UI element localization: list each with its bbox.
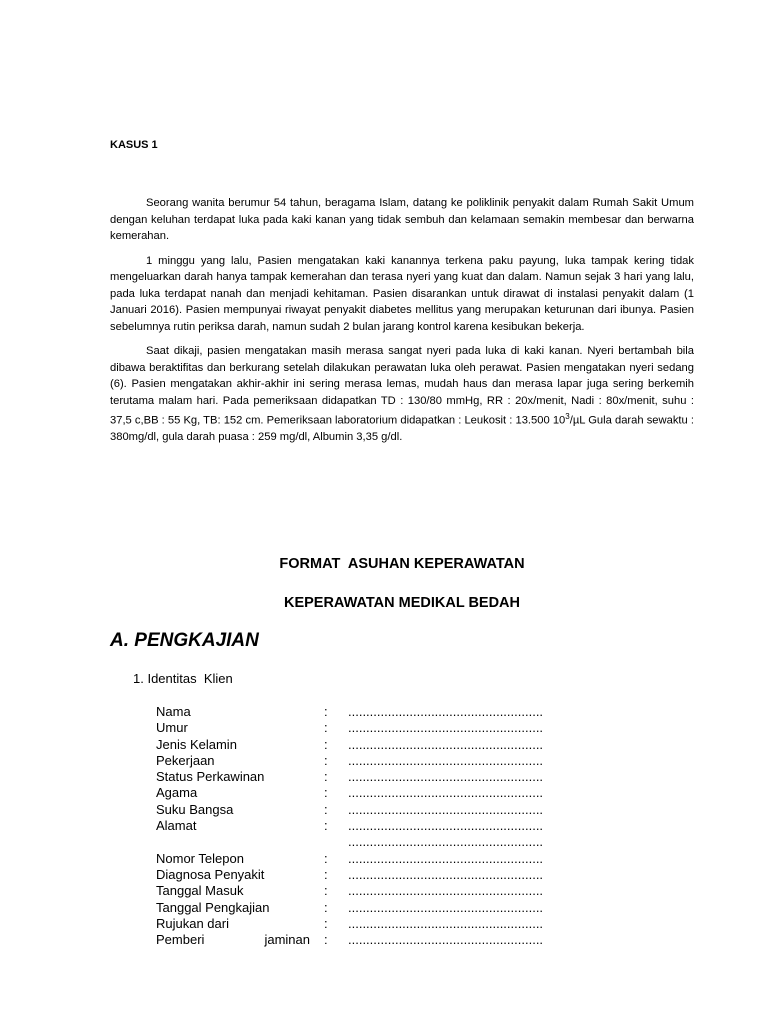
form-row (156, 753, 556, 769)
form-colon: : (324, 915, 328, 931)
case-paragraph-3-text: Saat dikaji, pasien mengatakan masih merasa sangat nyeri pada luka di kaki kanan. Nyeri bertambah bila dibawa beraktifitas dan berkurang setelah dilakukan perawatan luka oleh perawat. Pasien mengatakan nyeri sedang (6). Pasien mengatakan akhir-akhir ini sering merasa lemas, mudah haus dan merasa lapar juga sering berkemih terutama malam hari. Pada pemeriksaan didapatkan TD : 130/80 mmHg, RR : 20x/menit, Nadi : 80x/menit, suhu : 37,5 c,BB : 55 Kg, TB: 152 cm. Pemeriksaan laboratorium didapatkan : Leukosit : 13.500 10 (110, 345, 694, 427)
form-fill-line[interactable]: ...................................................... (348, 834, 544, 850)
form-fill-line[interactable]: ...................................................... (348, 932, 544, 948)
form-field-label: Diagnosa Penyakit (156, 866, 265, 882)
form-field-label: Suku Bangsa (156, 801, 234, 817)
form-field-label (156, 932, 324, 948)
form-colon: : (324, 720, 328, 736)
form-row (156, 802, 556, 818)
case-paragraph-3-text-end: /µL Gula darah sewaktu : 380mg/dl, gula darah puasa : 259 mg/dl, Albumin 3,35 g/dl. (110, 414, 694, 444)
format-heading: FORMAT ASUHAN KEPERAWATAN (279, 556, 525, 572)
subsection-title: 1. Identitas Klien (133, 671, 233, 686)
form-colon: : (324, 704, 328, 719)
form-field-label: Alamat (156, 818, 197, 834)
form-colon: : (324, 818, 328, 834)
form-fill-line[interactable]: ...................................................... (348, 866, 544, 882)
form-field-label: Tanggal Masuk (156, 883, 244, 899)
form-row (156, 769, 556, 785)
form-colon: : (324, 899, 328, 915)
case-title: KASUS 1 (110, 139, 158, 151)
form-row (156, 834, 556, 850)
form-row (156, 720, 556, 736)
form-field-label (156, 834, 324, 850)
form-field-label: Nama (156, 704, 191, 719)
form-colon: : (324, 785, 328, 801)
form-field-label: Pekerjaan (156, 752, 215, 768)
form-fill-line[interactable]: ...................................................... (348, 883, 544, 899)
form-fill-line[interactable]: ...................................................... (348, 785, 544, 801)
form-field-label-part: jaminan (264, 932, 310, 948)
form-row (156, 883, 556, 899)
form-colon: : (324, 866, 328, 882)
form-colon: : (324, 801, 328, 817)
form-fill-line[interactable]: ...................................................... (348, 736, 544, 752)
form-fill-line[interactable]: ...................................................... (348, 769, 544, 785)
form-row (156, 851, 556, 867)
form-fill-line[interactable]: ...................................................... (348, 899, 544, 915)
form-colon: : (324, 769, 328, 785)
form-fill-line[interactable]: ...................................................... (348, 752, 544, 768)
form-row (156, 867, 556, 883)
form-fill-line[interactable]: ...................................................... (348, 818, 544, 834)
form-colon (324, 834, 348, 850)
section-title: A. PENGKAJIAN (110, 630, 259, 651)
identity-form (156, 704, 556, 948)
form-colon: : (324, 752, 328, 768)
form-row (156, 704, 556, 720)
form-fill-line[interactable]: ...................................................... (348, 704, 544, 719)
form-field-label: Tanggal Pengkajian (156, 899, 270, 915)
form-fill-line[interactable]: ...................................................... (348, 850, 544, 866)
form-colon: : (324, 932, 328, 948)
form-row (156, 818, 556, 834)
form-row (156, 932, 556, 948)
case-description (110, 195, 694, 454)
form-field-label: Status Perkawinan (156, 769, 265, 785)
case-paragraph-3 (110, 343, 694, 446)
form-colon: : (324, 883, 328, 899)
case-paragraph-2: 1 minggu yang lalu, Pasien mengatakan kaki kanannya terkena paku payung, luka tampak kering tidak mengeluarkan darah hanya tampak kemerahan dan terasa nyeri yang kuat dan dalam. Namun sejak 3 hari yang lalu, pada luka terdapat nanah dan menjadi kehitaman. Pasien disarankan untuk dirawat di instalasi penyakit dalam (1 Januari 2016). Pasien mempunyai riwayat penyakit diabetes mellitus yang merupakan keturunan dari ibunya. Pasien sebelumnya rutin periksa darah, namun sudah 2 bulan jarang kontrol karena kesibukan bekerja. (110, 254, 694, 333)
form-field-label: Agama (156, 785, 198, 801)
form-field-label: Jenis Kelamin (156, 736, 237, 752)
case-paragraph-1: Seorang wanita berumur 54 tahun, beragama Islam, datang ke poliklinik penyakit dalam Rumah Sakit Umum dengan keluhan terdapat luka pada kaki kanan yang tidak sembuh dan kelamaan semakin membesar dan berwarna kemerahan. (110, 197, 694, 242)
form-row (156, 916, 556, 932)
form-row (156, 737, 556, 753)
case-paragraph-3-superscript: 3 (565, 412, 570, 421)
format-subheading: KEPERAWATAN MEDIKAL BEDAH (283, 595, 521, 611)
form-row (156, 900, 556, 916)
form-field-label: Nomor Telepon (156, 850, 244, 866)
form-field-label: Umur (156, 720, 188, 736)
form-colon: : (324, 736, 328, 752)
form-colon: : (324, 850, 328, 866)
form-fill-line[interactable]: ...................................................... (348, 801, 544, 817)
form-field-label: Rujukan dari (156, 915, 229, 931)
form-fill-line[interactable]: ...................................................... (348, 720, 544, 736)
form-field-label-part: Pemberi (156, 932, 205, 948)
form-fill-line[interactable]: ...................................................... (348, 915, 544, 931)
form-row (156, 785, 556, 801)
